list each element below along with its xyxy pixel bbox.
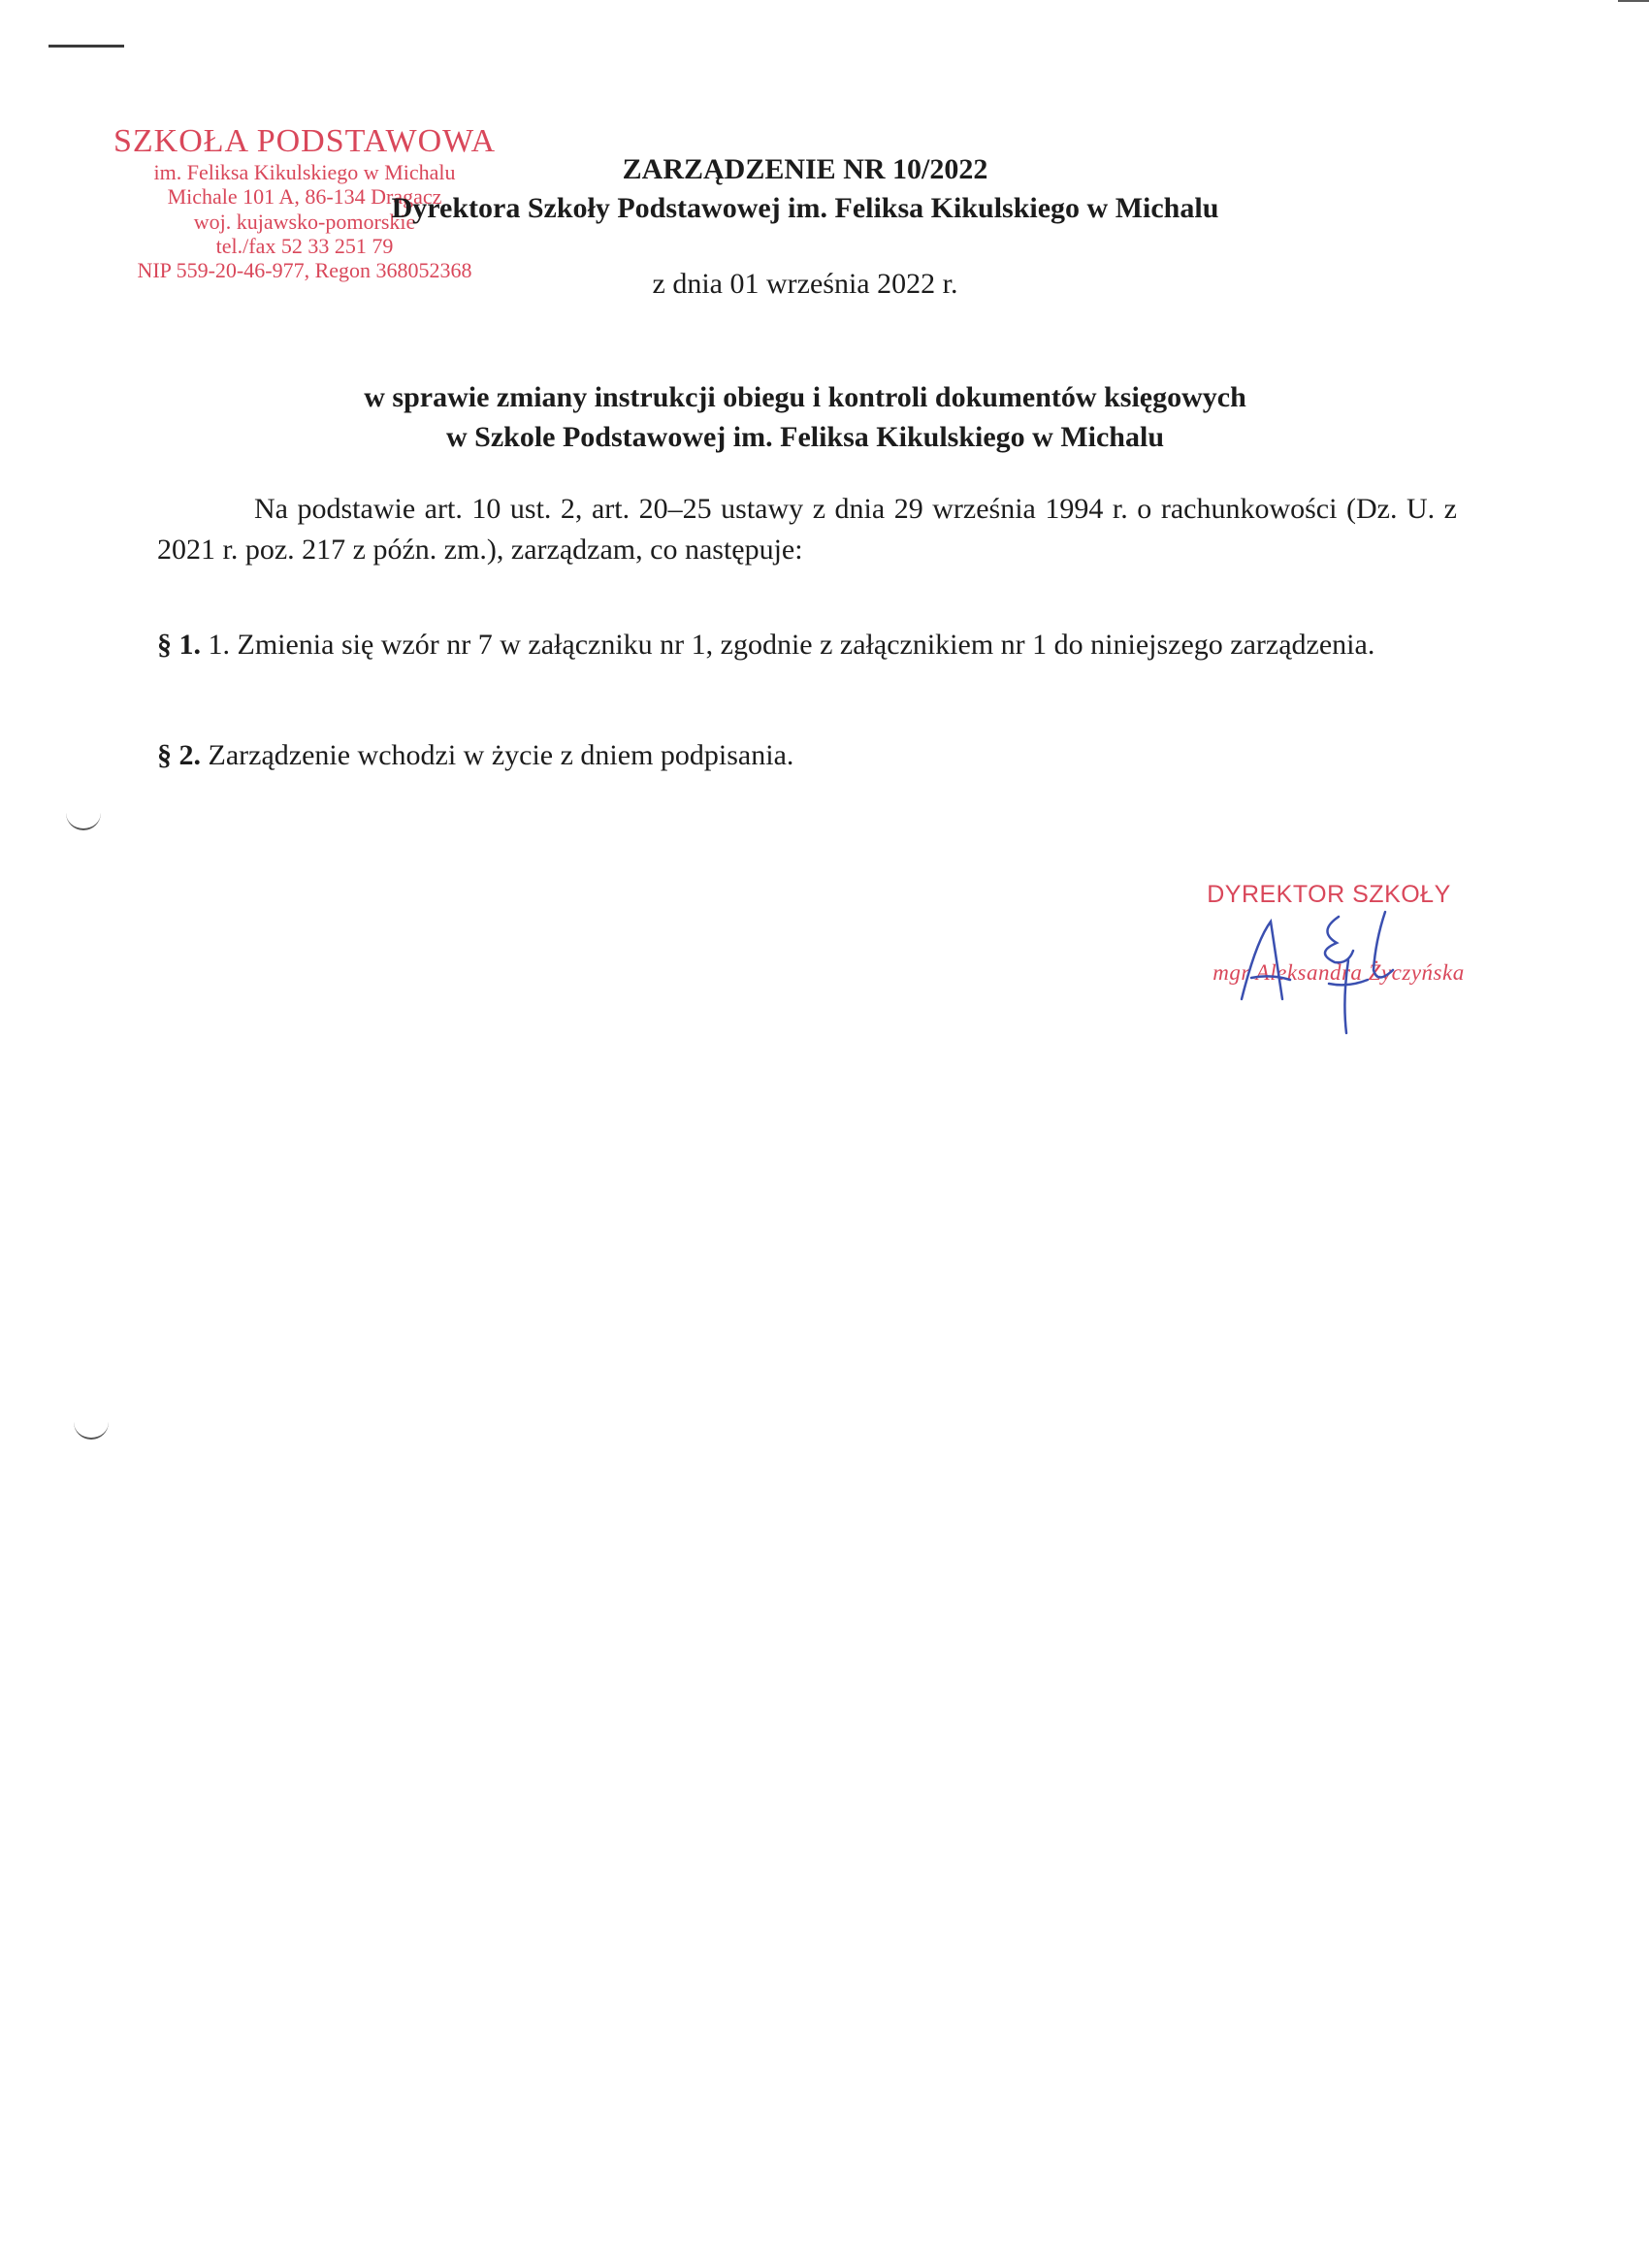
legal-basis-paragraph: Na podstawie art. 10 ust. 2, art. 20–25 ustawy z dnia 29 września 1994 r. o rachunkowości (Dz. U. z 2021 r. poz. 217 z późn. zm.), zarządzam, co następuje:: [157, 493, 1457, 566]
stamp-line: NIP 559-20-46-977, Regon 368052368: [137, 258, 472, 283]
document-date: z dnia 01 września 2022 r.: [652, 268, 958, 300]
section-2-label: § 2.: [157, 739, 201, 771]
signature-stamp-name: mgr Aleksandra Życzyńska: [1212, 960, 1465, 985]
section-2: [157, 735, 1457, 776]
handwritten-signature: [1212, 902, 1406, 1038]
stamp-line: tel./fax 52 33 251 79: [215, 233, 394, 258]
stamp-line: Michale 101 A, 86-134 Dragacz: [167, 184, 442, 210]
document-issuer: Dyrektora Szkoły Podstawowej im. Feliksa Kikulskiego w Michalu: [391, 192, 1219, 224]
section-1-label: § 1.: [157, 629, 201, 661]
section-2-text: Zarządzenie wchodzi w życie z dniem podpisania.: [208, 739, 794, 771]
punch-hole-mark: [74, 1416, 109, 1440]
document-subject: [194, 378, 1416, 457]
subject-line: w sprawie zmiany instrukcji obiegu i kontroli dokumentów księgowych: [364, 381, 1246, 413]
scan-edge-mark: [1618, 0, 1649, 2]
signature-stamp-title: DYREKTOR SZKOŁY: [1207, 881, 1451, 908]
document-title: ZARZĄDZENIE NR 10/2022: [622, 153, 988, 185]
stamp-line: im. Feliksa Kikulskiego w Michalu: [153, 160, 456, 185]
section-1: [157, 625, 1457, 665]
punch-hole-mark: [66, 807, 101, 830]
stamp-title: SZKOŁA PODSTAWOWA: [113, 123, 497, 159]
section-1-text: 1. Zmienia się wzór nr 7 w załączniku nr 1, zgodnie z załącznikiem nr 1 do niniejszego zarządzenia.: [208, 629, 1375, 661]
stamp-line: woj. kujawsko-pomorskie: [193, 209, 416, 234]
scan-mark: [48, 45, 124, 48]
subject-line: w Szkole Podstawowej im. Feliksa Kikulskiego w Michalu: [445, 420, 1165, 453]
